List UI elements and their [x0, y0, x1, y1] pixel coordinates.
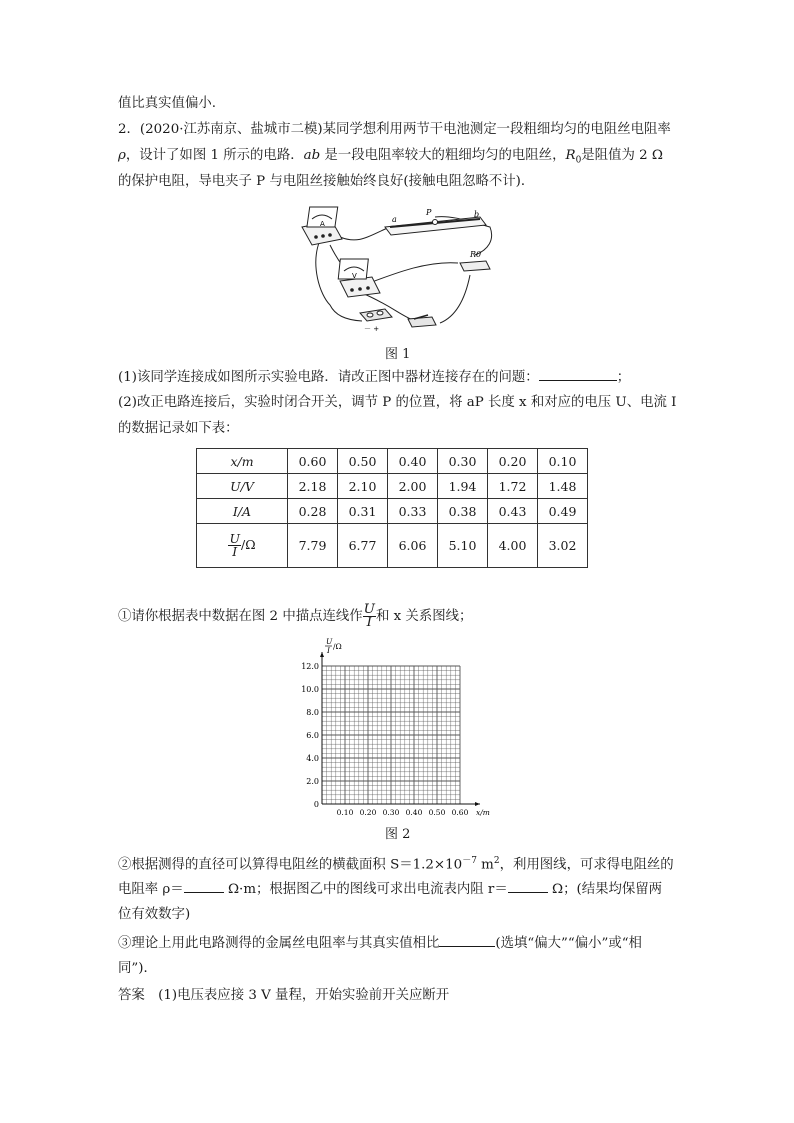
text-line-1: 值比真实值偏小. [118, 96, 216, 111]
u-over-i-fraction [228, 533, 241, 558]
fraction-denominator: I [366, 615, 372, 630]
answer-blank-3 [439, 932, 495, 947]
text-seg: 电阻率 ρ＝ [118, 882, 184, 897]
table-cell: 0.38 [438, 499, 488, 524]
table-cell: 1.94 [438, 474, 488, 499]
table-cell: 0.60 [288, 449, 338, 474]
table-cell: 0.49 [538, 499, 588, 524]
x-tick-label: 0.20 [359, 808, 377, 817]
table-cell: 2.18 [288, 474, 338, 499]
text-line-3 [118, 146, 663, 171]
text-line-4: 的保护电阻，导电夹子 P 与电阻丝接触始终良好(接触电阻忽略不计)． [118, 174, 535, 189]
text-seg: ，利用图线，可求得电阻丝的 [499, 857, 674, 873]
y-tick-label: 0 [313, 800, 319, 809]
y-axis-label: /Ω [333, 642, 342, 651]
table-row [197, 449, 588, 474]
resistor-label: R0 [470, 250, 482, 259]
table-cell: 4.00 [488, 524, 538, 568]
x-tick-label: 0.60 [451, 808, 469, 817]
table-cell: 0.50 [338, 449, 388, 474]
text-seg: 是一段电阻率较大的粗细均匀的电阻丝， [320, 148, 566, 163]
text-seg: ②根据测得的直径可以算得电阻丝的横截面积 S＝1.2×10 [118, 857, 463, 873]
question-1-text: (1)该同学连接成如图所示实验电路．请改正图中器材连接存在的问题： [118, 370, 539, 385]
sub-question-2-end: 位有效数字) [118, 907, 191, 922]
sub-question-3 [118, 932, 642, 954]
x-axis-label: x/m [476, 808, 490, 817]
answer-line: 答案 (1)电压表应接 3 V 量程，开始实验前开关应断开 [118, 988, 450, 1003]
answer-blank-1 [539, 366, 617, 381]
r0-symbol: R [565, 148, 576, 163]
grid-graph [296, 634, 496, 820]
data-table [196, 448, 588, 568]
text-seg: ； [616, 370, 631, 385]
text-seg: m [476, 857, 494, 873]
table-cell: 3.02 [538, 524, 588, 568]
table-cell: 6.06 [388, 524, 438, 568]
figure-1-caption: 图 1 [385, 347, 411, 362]
table-cell: 6.77 [338, 524, 388, 568]
x-tick-label: 0.40 [405, 808, 423, 817]
x-tick-label: 0.50 [428, 808, 446, 817]
y-label-denominator: I [327, 646, 330, 655]
text-seg: Ω；(结果均保留两 [547, 882, 663, 897]
wire-end-b: b [474, 210, 480, 219]
table-cell: 2.10 [338, 474, 388, 499]
fraction-numerator: U [363, 602, 375, 617]
table-row-header [197, 524, 288, 568]
resistor-r0 [460, 250, 490, 271]
ammeter-label: A [320, 220, 325, 228]
y-tick-label: 6.0 [306, 731, 319, 740]
r0-subscript: 0 [575, 155, 582, 166]
battery-icon [360, 309, 392, 333]
battery-sign: － + [364, 325, 380, 333]
x-tick-label: 0.10 [336, 808, 354, 817]
table-cell: 0.10 [538, 449, 588, 474]
question-2: (2)改正电路连接后，实验时闭合开关，调节 P 的位置，将 aP 长度 x 和对应的电压 U、电流 I [118, 395, 677, 410]
table-row-header: U/V [197, 474, 288, 499]
text-seg: Ω·m；根据图乙中的图线可求出电流表内阻 r＝ [223, 882, 508, 897]
table-cell: 1.72 [488, 474, 538, 499]
sub-question-2 [118, 851, 674, 875]
circuit-figure [290, 205, 500, 335]
resistance-wire-board [385, 208, 486, 235]
sub-question-1 [118, 604, 472, 629]
fraction-denominator: I [232, 544, 238, 559]
table-row [197, 474, 588, 499]
table-cell: 5.10 [438, 524, 488, 568]
sub-question-1-text: ①请你根据表中数据在图 2 中描点连线作 [118, 609, 363, 624]
question-1 [118, 366, 630, 388]
y-tick-label: 12.0 [301, 662, 319, 671]
ab-symbol: ab [303, 148, 321, 163]
rho-symbol: ρ [118, 148, 126, 163]
table-cell: 1.48 [538, 474, 588, 499]
row-unit: /Ω [240, 537, 256, 552]
text-seg: 是阻值为 2 Ω [581, 148, 663, 163]
y-tick-label: 4.0 [306, 754, 319, 763]
table-cell: 0.30 [438, 449, 488, 474]
table-row [197, 499, 588, 524]
table-cell: 0.28 [288, 499, 338, 524]
fraction-numerator: U [229, 531, 240, 546]
figure-2-caption: 图 2 [385, 827, 411, 842]
switch-icon [408, 315, 436, 327]
table-cell: 0.40 [388, 449, 438, 474]
question-title: 2．(2020·江苏南京、盐城市二模)某同学想利用两节干电池测定一段粗细均匀的电阻丝电阻率 [118, 122, 671, 137]
table-cell: 2.00 [388, 474, 438, 499]
text-seg: ，设计了如图 1 所示的电路． [125, 148, 304, 163]
answer-blank-r [508, 878, 548, 893]
exponent: －7 [462, 856, 477, 866]
u-over-i-fraction [363, 604, 376, 629]
exponent: 2 [493, 856, 500, 866]
sub-question-1-end: 和 x 关系图线； [375, 609, 473, 624]
wire-end-a: a [392, 215, 397, 224]
question-2-cont: 的数据记录如下表： [118, 421, 239, 436]
table-row [197, 524, 588, 568]
table-cell: 0.31 [338, 499, 388, 524]
table-row-header: x/m [197, 449, 288, 474]
sub-question-3-cont: 同”)． [118, 961, 157, 976]
table-cell: 0.20 [488, 449, 538, 474]
table-cell: 7.79 [288, 524, 338, 568]
y-label-numerator: U [326, 637, 333, 646]
voltmeter-label: V [352, 272, 357, 280]
y-axis-arrow [320, 652, 324, 657]
table-row-header: I/A [197, 499, 288, 524]
y-tick-label: 10.0 [301, 685, 319, 694]
table-cell: 0.33 [388, 499, 438, 524]
ammeter-icon [302, 207, 342, 245]
voltmeter-icon [338, 259, 380, 297]
y-tick-label: 2.0 [306, 777, 319, 786]
y-tick-label: 8.0 [306, 708, 319, 717]
answer-blank-rho [184, 878, 224, 893]
clip-p-label: P [426, 208, 432, 217]
sub-question-2-cont [118, 878, 662, 900]
text-seg: ③理论上用此电路测得的金属丝电阻率与其真实值相比 [118, 936, 440, 951]
x-axis-arrow [475, 802, 480, 806]
x-tick-label: 0.30 [382, 808, 400, 817]
text-seg: (选填“偏大”“偏小”或“相 [495, 936, 642, 951]
table-cell: 0.43 [488, 499, 538, 524]
